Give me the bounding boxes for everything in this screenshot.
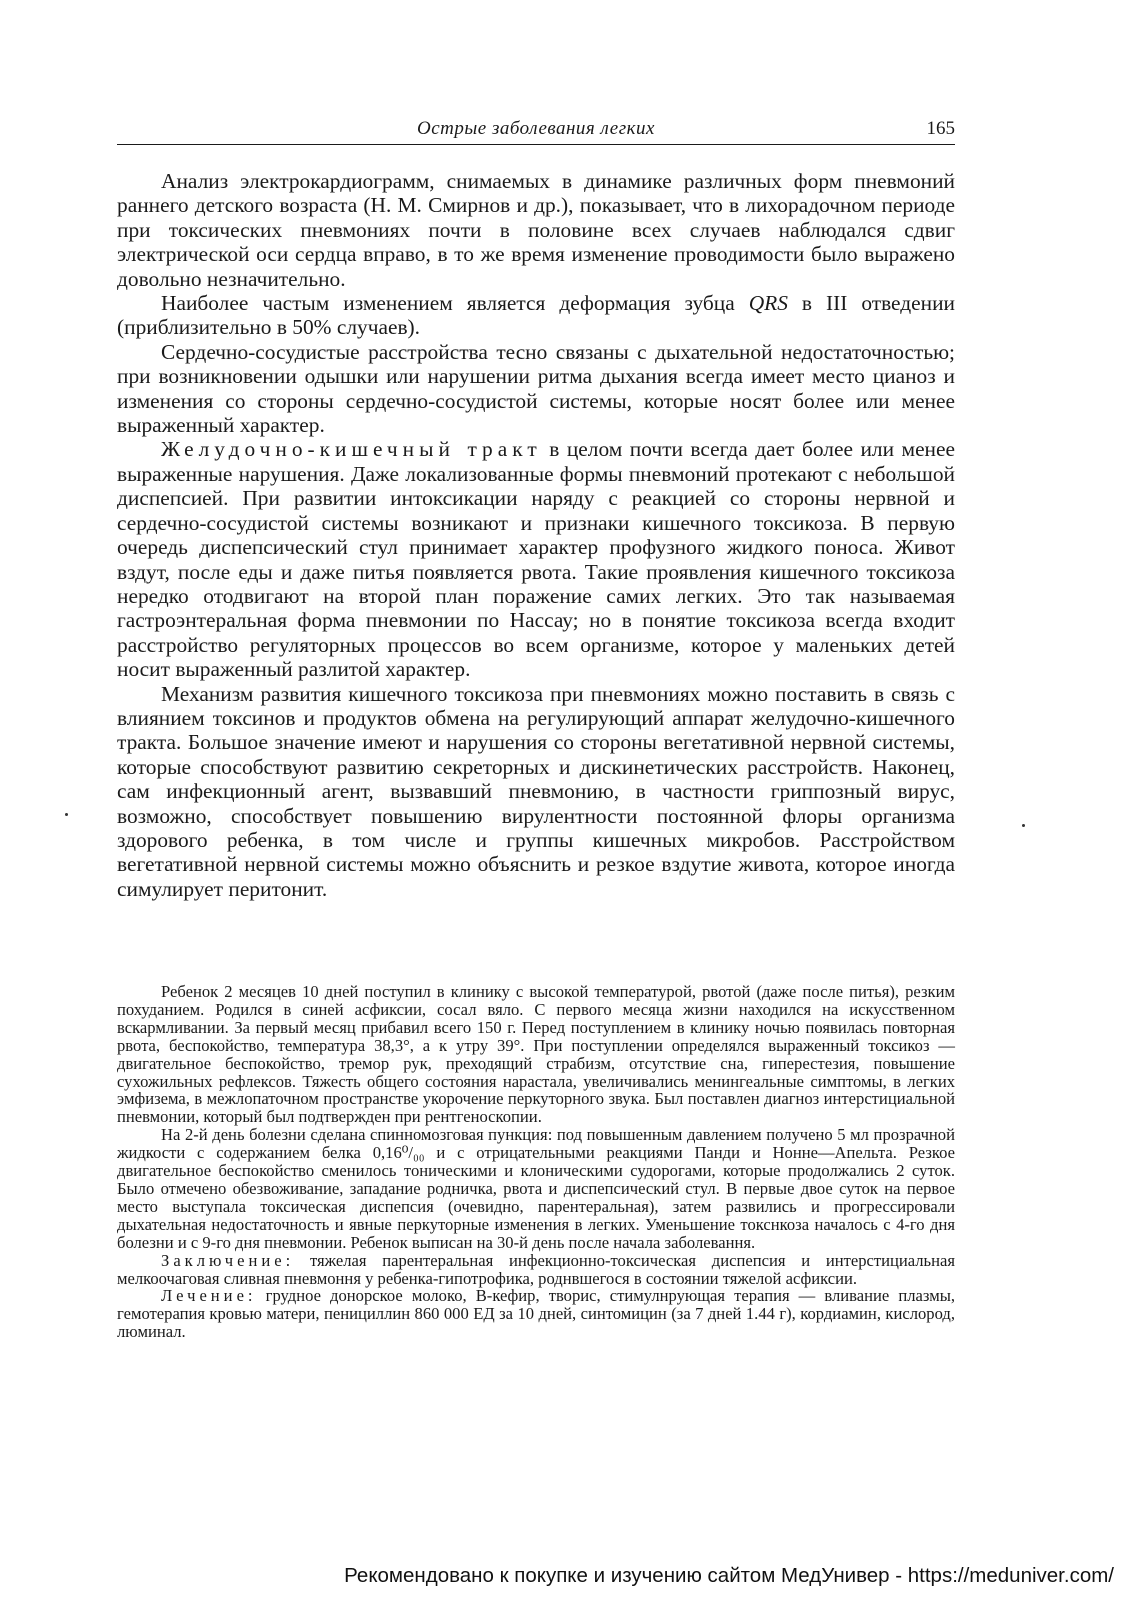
qrs-term: QRS [748, 291, 788, 316]
treatment-text: грудное донорское молоко, В-кефир, творис, стимулнрующая терапия — вливание плазмы, гемотерапия кровью матери, пенициллин 860 000 ЕД за 10 дней, синтомицин (за 7 дней 1.44 г), кордиамин, кислород, люминал. [117, 1286, 955, 1342]
scan-speck [1022, 824, 1025, 827]
spaced-term: Желудочно-кишечный тракт [161, 437, 542, 462]
qrs-text-after: в III отведении (приблизительно в 50% случаев). [117, 291, 955, 340]
case-conclusion [117, 1252, 955, 1288]
case-admission: Ребенок 2 месяцев 10 дней поступил в клинику с высокой температурой, рвотой (даже после питья), резким похуданием. Родился в синей асфиксии, сосал вяло. С первого месяца жизни находился на искусственном вскармливании. За первый месяц прибавил всего 150 г. Перед поступлением в клинику ночью появилась повторная рвота, беспокойство, температура 38,3°, а к утру 39°. При поступлении определялся выраженный токсикоз — двигательное беспокойство, тремор рук, преходящий страбизм, отсутствие сна, гиперестезия, повышение сухожильных рефлексов. Тяжесть общего состояния нарастала, увеличивались менингеальные симптомы, в легких эмфизема, в межлопаточном пространстве укорочение перкуторного звука. Был поставлен диагноз интерстициальной пневмонии, который был подтвержден при рентгеноскопии. [117, 982, 955, 1127]
qrs-text-before: Наиболее частым изменением является деформация зубца [161, 291, 749, 316]
running-header [117, 118, 955, 145]
paragraph-qrs [117, 291, 955, 340]
footer-recommendation [0, 1564, 1114, 1588]
case-report [117, 983, 955, 1341]
paragraph-gastrointestinal [117, 437, 955, 681]
treatment-label: Лечение: [161, 1286, 257, 1306]
conclusion-label: Заключение: [161, 1250, 295, 1270]
paragraph-mechanism: Механизм развития кишечного токсикоза при пневмониях можно поставить в связь с влиянием токсинов и продуктов обмена на регулирующий аппарат желудочно-кишечного тракта. Большое значение имеют и нарушения со стороны вегетативной нервной системы, которые способствуют развитию секреторных и дискинетических расстройств. Наконец, сам инфекционный агент, вызвавший пневмонию, в частности гриппозный вирус, возможно, способствует повышению вирулентности постоянной флоры организма здорового ребенка, в том числе и группы кишечных микробов. Расстройством вегетативной нервной системы можно объяснить и резкое вздутие живота, которое иногда симулирует перитонит. [117, 681, 955, 901]
main-text [117, 169, 955, 901]
paragraph-cardiovascular: Сердечно-сосудистые расстройства тесно связаны с дыхательной недостаточностью; при возникновении одышки или нарушении ритма дыхания всегда имеет место цианоз и изменения со стороны сердечно-сосудистой системы, которые носят более или менее выраженный характер. [117, 339, 955, 438]
conclusion-text: тяжелая парентеральная инфекционно-токсическая диспепсия и интерстициальная мелкоочаговая сливная пневмоння у ребенка-гипотрофика, роднвшегося в состоянии тяжелой асфиксии. [117, 1250, 955, 1288]
case-course: На 2-й день болезни сделана спинномозговая пункция: под повышенным давлением получено 5 мл прозрачной жидкости с содержанием белка 0,16⁰/₀₀ и с отрицательными реакциями Панди и Нонне—Апельта. Резкое двигательное беспокойство сменилось тоническими и клоническими судорогами, которые продолжались 2 суток. Было отмечено обезвоживание, западание родничка, рвота и диспепсический стул. В первые двое суток на первое место выступала токсическая диспепсия (очевидно, парентеральная), затем развились и прогрессировали дыхательная недостаточность и явные перкуторные изменения в легких. Уменьшение токснкоза началось с 4-го дня болезни и с 9-го дня пневмонии. Ребенок выписан на 30-й день после начала заболевання. [117, 1125, 955, 1252]
footer-text: Рекомендовано к покупке и изучению сайтом МедУнивер - https://meduniver.com/ [344, 1564, 1114, 1587]
gastrointestinal-text: в целом почти всегда дает более или менее выраженные нарушения. Даже локализованные формы пневмоний протекают с небольшой диспепсией. При развитии интоксикации наряду с реакцией со стороны нервной и сердечно-сосудистой системы возникают и признаки кишечного токсикоза. В первую очередь диспепсический стул принимает характер профузного жидкого поноса. Живот вздут, после еды и даже питья появляется рвота. Такие проявления кишечного токсикоза нередко отодвигают на второй план поражение самих легких. Это так называемая гастроэнтеральная форма пневмонии по Нассау; но в понятие токсикоза всегда входит расстройство регуляторных процессов во всем организме, которое у маленьких детей носит выраженный разлитой характер. [117, 437, 955, 682]
running-title: Острые заболевания легких [417, 118, 655, 139]
page-number: 165 [926, 118, 955, 139]
case-treatment [117, 1287, 955, 1341]
paragraph-ecg: Анализ электрокардиограмм, снимаемых в динамике различных форм пневмоний раннего детского возраста (Н. М. Смирнов и др.), показывает, что в лихорадочном периоде при токсических пневмониях почти в половине всех случаев наблюдался сдвиг электрической оси сердца вправо, в то же время изменение проводимости было выражено довольно незначительно. [117, 169, 955, 291]
scan-speck [65, 813, 68, 816]
